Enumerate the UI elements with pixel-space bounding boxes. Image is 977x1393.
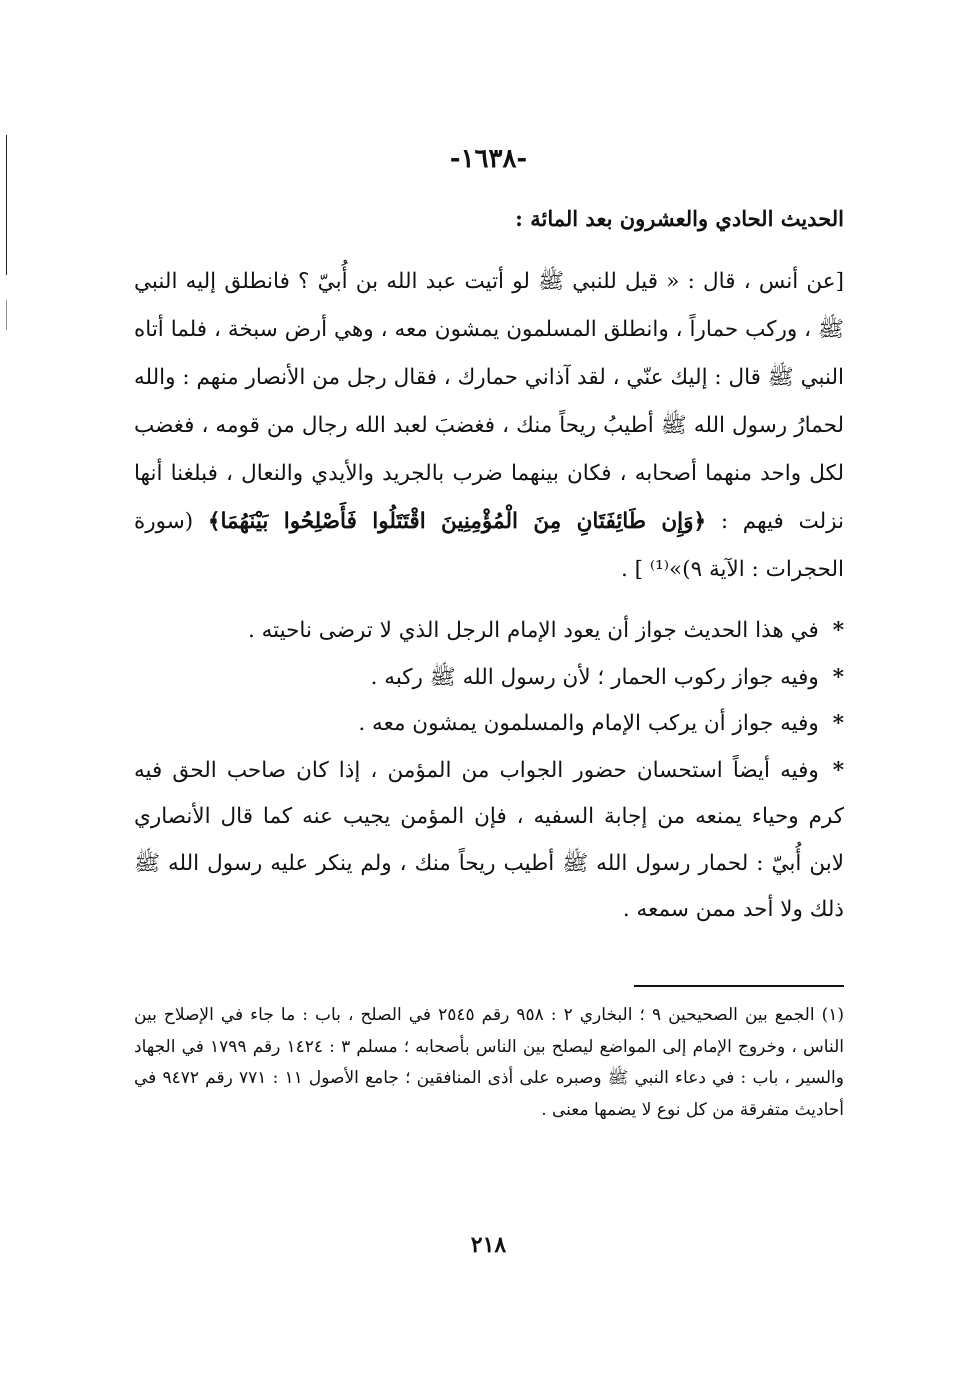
asterisk-icon: * bbox=[832, 664, 844, 690]
benefits-list bbox=[134, 608, 844, 934]
footnote-divider bbox=[634, 985, 844, 987]
scan-edge-mark bbox=[6, 300, 7, 330]
benefit-text: وفيه أيضاً استحسان حضور الجواب من المؤمن ، إذا كان صاحب الحق فيه كرم وحياء يمنعه من إجابة السفيه ، فإن المؤمن يجيب عنه كما قال الأنصاري لابن أُبيّ : لحمار رسول الله ﷺ أطيب ريحاً منك ، ولم ينكر عليه رسول الله ﷺ ذلك ولا أحد ممن سمعه . bbox=[134, 757, 844, 922]
benefit-item bbox=[134, 701, 844, 748]
asterisk-icon: * bbox=[832, 711, 844, 736]
benefit-text: وفيه جواز ركوب الحمار ؛ لأن رسول الله ﷺ ركبه . bbox=[370, 664, 819, 690]
benefit-text: في هذا الحديث جواز أن يعود الإمام الرجل الذي لا ترضى ناحيته . bbox=[247, 618, 819, 643]
benefit-item bbox=[134, 608, 844, 655]
footnote: (١) الجمع بين الصحيحين ٩ ؛ البخاري ٢ : ٩٥٨ رقم ٢٥٤٥ في الصلح ، باب : ما جاء في الإصلاح بين الناس ، وخروج الإمام إلى المواضع ليصلح بين الناس بأصحابه ؛ مسلم ٣ : ١٤٢٤ رقم ١٧٩٩ في الجهاد والسير ، باب : في دعاء النبي ﷺ وصبره على أذى المنافقين ؛ جامع الأصول ١١ : ٧٧١ رقم ٩٤٧٢ في أحاديث متفرقة من كل نوع لا يضمها معنى . bbox=[134, 1005, 844, 1120]
asterisk-icon: * bbox=[832, 757, 844, 783]
benefit-item bbox=[134, 655, 844, 702]
section-heading: الحديث الحادي والعشرون بعد المائة : bbox=[515, 206, 844, 231]
quran-verse: ﴿وَإِن طَائِفَتَانِ مِنَ الْمُؤْمِنِينَ اقْتَتَلُوا فَأَصْلِحُوا بَيْنَهُمَا﴾ bbox=[207, 509, 707, 534]
benefit-item bbox=[134, 748, 844, 934]
hadith-text bbox=[134, 258, 844, 594]
hadith-number: -١٦٣٨- bbox=[449, 144, 528, 174]
hadith-text-after-verse: (سورة الحجرات : الآية ٩)»⁽¹⁾ ] . bbox=[134, 509, 844, 582]
benefit-text: وفيه جواز أن يركب الإمام والمسلمون يمشون معه . bbox=[358, 711, 819, 736]
hadith-text-before-verse: [عن أنس ، قال : « قيل للنبي ﷺ لو أتيت عبد الله بن أُبيّ ؟ فانطلق إليه النبي ﷺ ، وركب حماراً ، وانطلق المسلمون يمشون معه ، وهي أرض سبخة ، فلما أتاه النبي ﷺ قال : إليك عنّي ، لقد آذاني حمارك ، فقال رجل من الأنصار منهم : والله لحمارُ رسول الله ﷺ أطيبُ ريحاً منك ، فغضبَ لعبد الله رجال من قومه ، فغضب لكل واحد منهما أصحابه ، فكان بينهما ضرب بالجريد والأيدي والنعال ، فبلغنا أنها نزلت فيهم : bbox=[133, 269, 845, 534]
page-number: ٢١٨ bbox=[470, 1232, 507, 1258]
asterisk-icon: * bbox=[832, 618, 844, 643]
